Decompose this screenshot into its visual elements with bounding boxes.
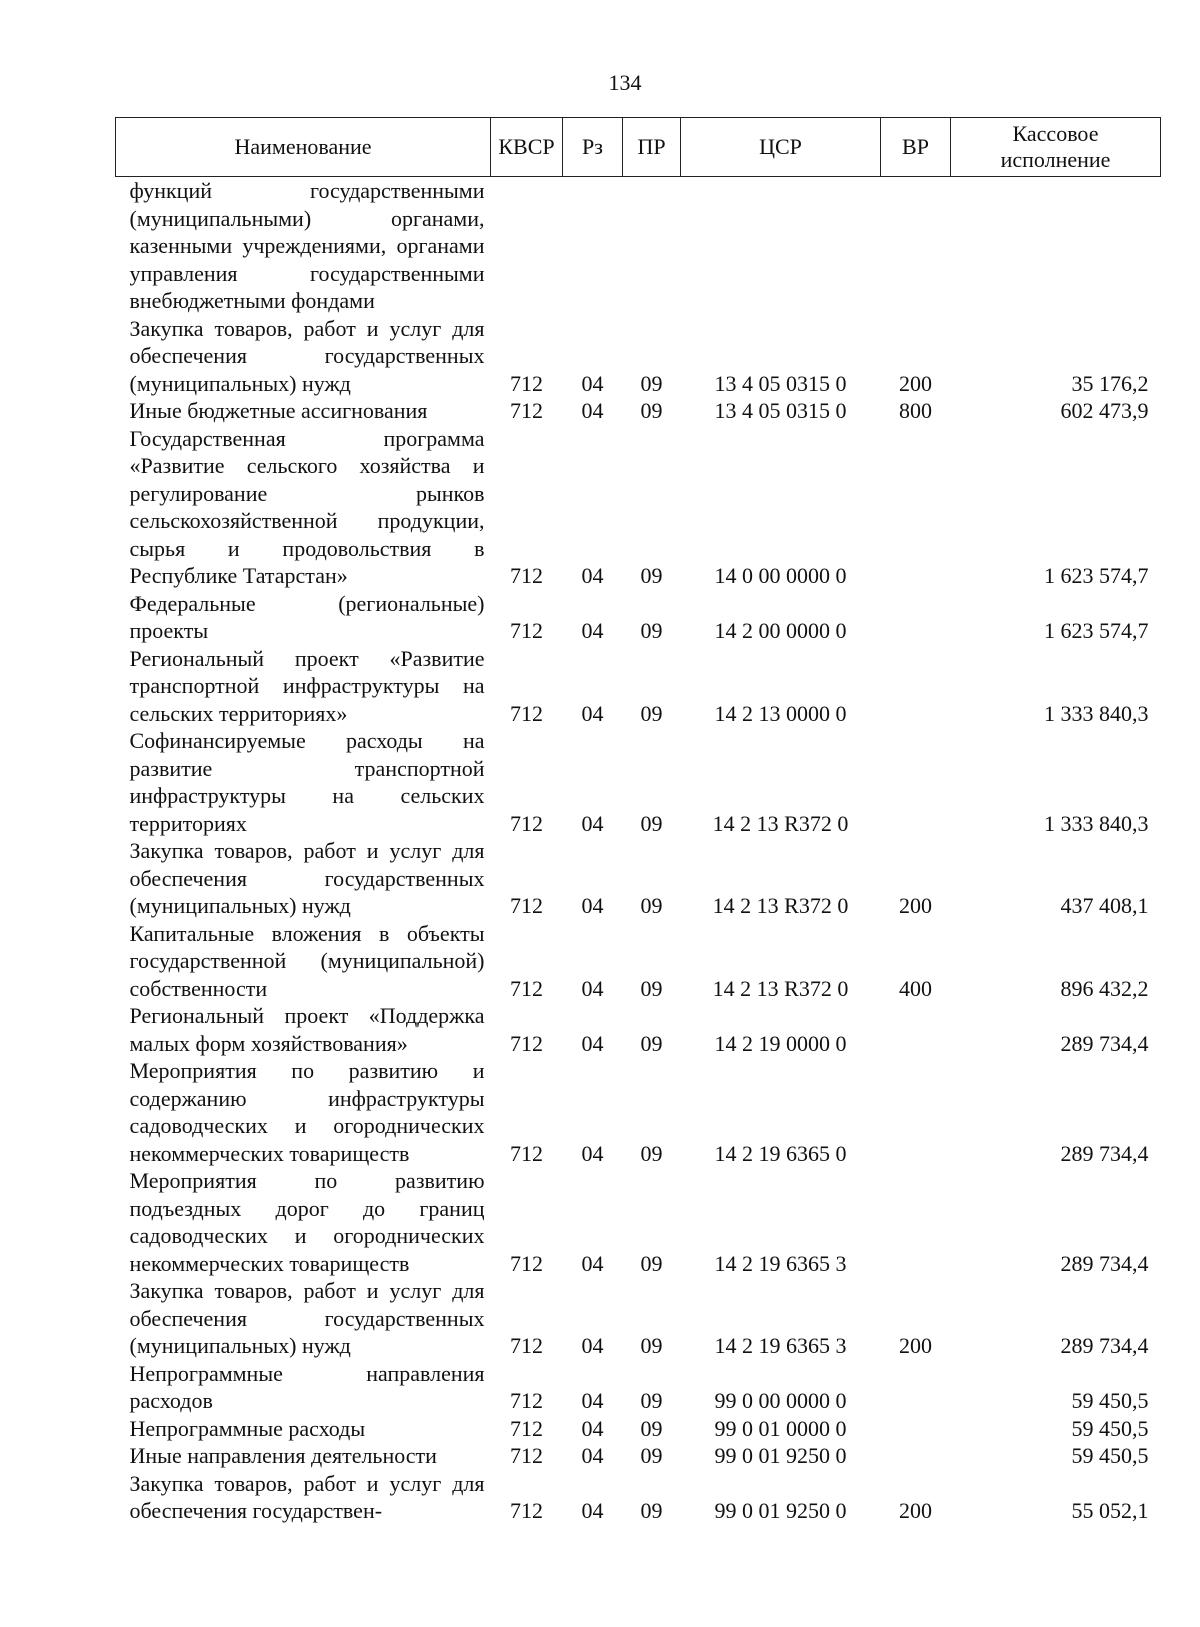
cell-rz: 04 bbox=[581, 1443, 604, 1468]
cell-vr bbox=[881, 590, 951, 645]
cell-rz: 04 bbox=[581, 1415, 604, 1441]
cell-amount: 896 432,2 bbox=[1060, 975, 1149, 1001]
cell-name: функций государственными (муниципальными) органами, казенными учреждениями, органами управления государственными внебюджетными фондами bbox=[129, 178, 485, 313]
table-row bbox=[116, 1470, 1161, 1525]
cell-vr: 400 bbox=[899, 975, 932, 1001]
table-row bbox=[116, 315, 1161, 398]
header-rz: Рз bbox=[563, 118, 623, 177]
cell-name: Федеральные (региональные) проекты bbox=[129, 590, 485, 643]
cell-pr bbox=[623, 177, 681, 315]
table-row bbox=[116, 1360, 1161, 1415]
table-row bbox=[116, 645, 1161, 728]
cell-vr: 200 bbox=[899, 1498, 932, 1523]
cell-csr: 14 2 13 R372 0 bbox=[712, 975, 849, 1001]
cell-vr: 200 bbox=[899, 370, 932, 396]
cell-rz: 04 bbox=[581, 700, 604, 726]
cell-pr: 09 bbox=[640, 1498, 663, 1523]
cell-name: Закупка товаров, работ и услуг для обеспечения государственных (муниципальных) нужд bbox=[129, 838, 485, 918]
cell-vr bbox=[881, 1442, 951, 1470]
cell-name: Закупка товаров, работ и услуг для обеспечения государственных (муниципальных) нужд bbox=[129, 1278, 485, 1358]
header-amount bbox=[951, 118, 1161, 177]
cell-kvsr: 712 bbox=[510, 398, 543, 423]
cell-name: Непрограммные расходы bbox=[129, 1415, 366, 1441]
cell-csr: 99 0 01 9250 0 bbox=[714, 1443, 847, 1468]
cell-rz: 04 bbox=[581, 1030, 604, 1056]
cell-name: Софинансируемые расходы на развитие транспортной инфраструктуры на сельских территориях bbox=[129, 728, 485, 836]
header-amount-line1: Кассовое bbox=[1012, 121, 1099, 146]
cell-rz: 04 bbox=[581, 1250, 604, 1276]
header-pr: ПР bbox=[623, 118, 681, 177]
cell-pr: 09 bbox=[640, 1030, 663, 1056]
cell-pr: 09 bbox=[640, 700, 663, 726]
header-vr: ВР bbox=[881, 118, 951, 177]
cell-rz: 04 bbox=[581, 398, 604, 423]
cell-pr: 09 bbox=[640, 975, 663, 1001]
cell-name: Иные направления деятельности bbox=[129, 1443, 437, 1468]
cell-amount: 289 734,4 bbox=[1060, 1250, 1149, 1276]
table-row bbox=[116, 1167, 1161, 1277]
cell-amount bbox=[951, 177, 1161, 315]
cell-csr: 14 2 13 R372 0 bbox=[712, 893, 849, 918]
cell-kvsr: 712 bbox=[510, 810, 543, 836]
cell-pr: 09 bbox=[640, 618, 663, 643]
cell-name: Региональный проект «Развитие транспортной инфраструктуры на сельских территориях» bbox=[129, 645, 485, 726]
cell-kvsr: 712 bbox=[510, 563, 543, 588]
cell-kvsr: 712 bbox=[510, 975, 543, 1001]
table-row bbox=[116, 837, 1161, 920]
cell-kvsr: 712 bbox=[510, 370, 543, 396]
cell-name: Мероприятия по развитию и содержанию инфраструктуры садоводческих и огороднических некоммерческих товариществ bbox=[129, 1058, 485, 1166]
header-kvsr: КВСР bbox=[491, 118, 563, 177]
cell-rz: 04 bbox=[581, 1498, 604, 1523]
cell-kvsr: 712 bbox=[510, 1140, 543, 1166]
cell-pr: 09 bbox=[640, 1140, 663, 1166]
table-row bbox=[116, 1415, 1161, 1443]
cell-csr: 99 0 01 0000 0 bbox=[714, 1415, 847, 1441]
table-row bbox=[116, 1002, 1161, 1057]
cell-rz: 04 bbox=[581, 370, 604, 396]
cell-kvsr: 712 bbox=[510, 1388, 543, 1413]
cell-name: Государственная программа «Развитие сельского хозяйства и регулирование рынков сельскохозяйственной продукции, сырья и продовольствия в Республике Татарстан» bbox=[129, 425, 485, 588]
cell-amount: 602 473,9 bbox=[1060, 398, 1149, 423]
header-name: Наименование bbox=[116, 118, 491, 177]
cell-csr bbox=[681, 177, 881, 315]
cell-kvsr: 712 bbox=[510, 700, 543, 726]
cell-amount: 1 333 840,3 bbox=[1044, 810, 1149, 836]
cell-rz: 04 bbox=[581, 810, 604, 836]
cell-csr: 14 2 19 6365 3 bbox=[714, 1250, 847, 1276]
cell-pr: 09 bbox=[640, 1250, 663, 1276]
cell-pr: 09 bbox=[640, 893, 663, 918]
cell-pr: 09 bbox=[640, 1333, 663, 1358]
cell-rz: 04 bbox=[581, 1388, 604, 1413]
cell-csr: 99 0 00 0000 0 bbox=[714, 1388, 847, 1413]
cell-amount: 289 734,4 bbox=[1060, 1333, 1149, 1358]
cell-name: Непрограммные направления расходов bbox=[129, 1360, 485, 1413]
budget-execution-table bbox=[115, 117, 1161, 1525]
cell-csr: 14 0 00 0000 0 bbox=[714, 563, 847, 588]
cell-vr bbox=[881, 727, 951, 837]
cell-pr: 09 bbox=[640, 398, 663, 423]
cell-vr bbox=[881, 1360, 951, 1415]
cell-kvsr: 712 bbox=[510, 893, 543, 918]
cell-csr: 14 2 13 R372 0 bbox=[712, 810, 849, 836]
cell-rz: 04 bbox=[581, 893, 604, 918]
cell-kvsr: 712 bbox=[510, 1443, 543, 1468]
cell-pr: 09 bbox=[640, 370, 663, 396]
table-row bbox=[116, 1442, 1161, 1470]
cell-amount: 1 623 574,7 bbox=[1044, 618, 1149, 643]
cell-vr: 200 bbox=[899, 893, 932, 918]
table-row bbox=[116, 177, 1161, 315]
cell-amount: 59 450,5 bbox=[1071, 1443, 1149, 1468]
cell-amount: 1 333 840,3 bbox=[1044, 700, 1149, 726]
cell-csr: 99 0 01 9250 0 bbox=[714, 1498, 847, 1523]
cell-csr: 13 4 05 0315 0 bbox=[714, 370, 847, 396]
cell-kvsr: 712 bbox=[510, 1415, 543, 1441]
cell-csr: 13 4 05 0315 0 bbox=[714, 398, 847, 423]
cell-vr bbox=[881, 1415, 951, 1443]
table-header bbox=[116, 118, 1161, 177]
cell-vr: 200 bbox=[899, 1333, 932, 1358]
cell-kvsr: 712 bbox=[510, 618, 543, 643]
cell-name: Иные бюджетные ассигнования bbox=[129, 398, 428, 423]
cell-csr: 14 2 19 0000 0 bbox=[714, 1030, 847, 1056]
cell-kvsr: 712 bbox=[510, 1030, 543, 1056]
cell-name: Мероприятия по развитию подъездных дорог до границ садоводческих и огороднических некоммерческих товариществ bbox=[129, 1168, 485, 1276]
cell-amount: 55 052,1 bbox=[1071, 1498, 1149, 1523]
cell-rz: 04 bbox=[581, 975, 604, 1001]
page-number: 134 bbox=[608, 70, 642, 95]
cell-name: Региональный проект «Поддержка малых форм хозяйствования» bbox=[129, 1003, 485, 1056]
header-amount-line2: исполнение bbox=[1000, 147, 1111, 172]
cell-kvsr: 712 bbox=[510, 1250, 543, 1276]
cell-name: Закупка товаров, работ и услуг для обеспечения государствен- bbox=[129, 1470, 485, 1523]
cell-amount: 35 176,2 bbox=[1071, 370, 1149, 396]
cell-amount: 289 734,4 bbox=[1060, 1140, 1149, 1166]
table-row bbox=[116, 1277, 1161, 1360]
table-row bbox=[116, 1057, 1161, 1167]
cell-kvsr: 712 bbox=[510, 1498, 543, 1523]
cell-pr: 09 bbox=[640, 1443, 663, 1468]
cell-pr: 09 bbox=[640, 1415, 663, 1441]
cell-kvsr bbox=[491, 177, 563, 315]
cell-amount: 1 623 574,7 bbox=[1044, 563, 1149, 588]
table-row bbox=[116, 590, 1161, 645]
table-row bbox=[116, 727, 1161, 837]
cell-name: Капитальные вложения в объекты государственной (муниципальной) собственности bbox=[129, 920, 485, 1001]
cell-csr: 14 2 19 6365 3 bbox=[714, 1333, 847, 1358]
cell-csr: 14 2 13 0000 0 bbox=[714, 700, 847, 726]
cell-vr bbox=[881, 177, 951, 315]
cell-csr: 14 2 19 6365 0 bbox=[714, 1140, 847, 1166]
cell-amount: 59 450,5 bbox=[1071, 1415, 1149, 1441]
cell-rz bbox=[563, 177, 623, 315]
cell-csr: 14 2 00 0000 0 bbox=[714, 618, 847, 643]
cell-rz: 04 bbox=[581, 1140, 604, 1166]
table-row bbox=[116, 425, 1161, 590]
cell-name: Закупка товаров, работ и услуг для обеспечения государственных (муниципальных) нужд bbox=[129, 315, 485, 396]
cell-vr bbox=[881, 1167, 951, 1277]
table-row bbox=[116, 397, 1161, 425]
cell-vr: 800 bbox=[899, 398, 932, 423]
table-row bbox=[116, 920, 1161, 1003]
cell-vr bbox=[881, 645, 951, 728]
cell-pr: 09 bbox=[640, 1388, 663, 1413]
table-body bbox=[116, 177, 1161, 1525]
cell-rz: 04 bbox=[581, 1333, 604, 1358]
cell-rz: 04 bbox=[581, 563, 604, 588]
cell-pr: 09 bbox=[640, 563, 663, 588]
cell-kvsr: 712 bbox=[510, 1333, 543, 1358]
cell-rz: 04 bbox=[581, 618, 604, 643]
header-csr: ЦСР bbox=[681, 118, 881, 177]
cell-amount: 289 734,4 bbox=[1060, 1030, 1149, 1056]
cell-amount: 59 450,5 bbox=[1071, 1388, 1149, 1413]
cell-vr bbox=[881, 1002, 951, 1057]
cell-vr bbox=[881, 425, 951, 590]
cell-pr: 09 bbox=[640, 810, 663, 836]
cell-vr bbox=[881, 1057, 951, 1167]
cell-amount: 437 408,1 bbox=[1060, 893, 1149, 918]
